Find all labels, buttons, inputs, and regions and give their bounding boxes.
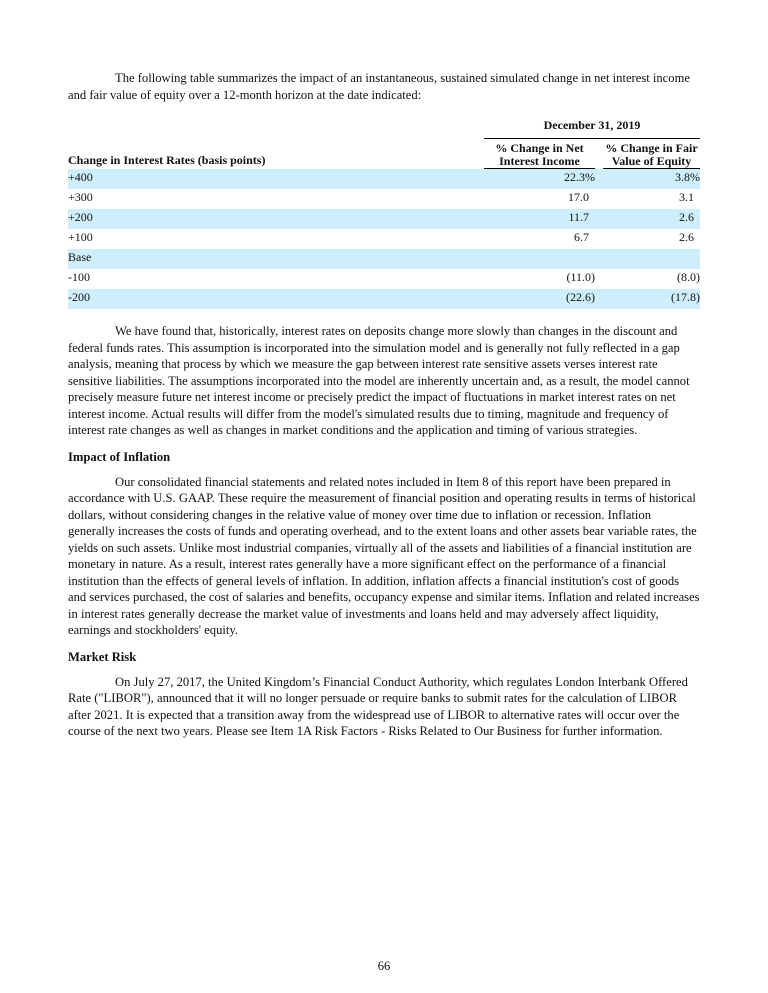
rate-label: -100 xyxy=(68,270,90,284)
rate-label: +300 xyxy=(68,190,93,204)
rate-label: -200 xyxy=(68,289,484,309)
fve-value: (8.0) xyxy=(677,270,700,284)
nii-value: 11.7 xyxy=(484,209,595,229)
row-header: Change in Interest Rates (basis points) xyxy=(68,152,266,167)
date-header: December 31, 2019 xyxy=(484,118,700,139)
col-header-nii-line1: % Change in Net xyxy=(495,141,584,155)
inflation-paragraph: Our consolidated financial statements and related notes included in Item 8 of this report have been prepared in accordance with U.S. GAAP. These require the measurement of financial position and operating results in terms of historical dollars, without considering changes in the relative value of money over time due to inflation or recession. Inflation generally increases the costs of funds and operating overhead, and to the extent loans and other assets bear variable rates, the yields on such assets. Unlike most industrial companies, virtually all of the assets and liabilities of a financial institution are monetary in nature. As a result, interest rates generally have a more significant effect on the performance of a financial institution than the effects of general levels of inflation. In addition, inflation affects a financial institution's cost of goods and services purchased, the cost of salaries and benefits, occupancy expense and similar items. Inflation and related increases in interest rates generally decrease the market value of investments and loans held and may adversely affect liquidity, earnings and stockholders' equity. xyxy=(68,474,700,637)
simulation-paragraph: We have found that, historically, interest rates on deposits change more slowly than changes in the discount and federal funds rates. This assumption is incorporated into the simulation model and is generally not fully reflected in a gap analysis, meaning that process by which we measure the gap between interest rate sensitive assets verses interest rate sensitive liabilities. The assumptions incorporated into the model are inherently uncertain and, as a result, the model cannot precisely measure future net interest income or precisely predict the impact of fluctuations in market interest rates on net interest income. Actual results will differ from the model's simulated results due to timing, magnitude and frequency of interest rate changes as well as changes in market conditions and the application and timing of various strategies. xyxy=(68,324,690,437)
col-header-fve-line1: % Change in Fair xyxy=(605,141,698,155)
nii-value: 22.3% xyxy=(484,169,595,190)
market-risk-paragraph: On July 27, 2017, the United Kingdom’s Financial Conduct Authority, which regulates London Interbank Offered Rate ("LIBOR"), announced that it will no longer persuade or require banks to submit rates for the calculation of LIBOR after 2021. It is expected that a transition away from the widespread use of LIBOR to alternative rates will occur over the course of the next two years. Please see Item 1A Risk Factors - Risks Related to Our Business for further information. xyxy=(68,674,688,738)
fve-value xyxy=(603,249,700,269)
table-row xyxy=(68,189,700,209)
table-row xyxy=(68,209,700,229)
nii-value: 17.0 xyxy=(568,190,589,204)
table-row xyxy=(68,289,700,309)
col-header-fve-line2: Value of Equity xyxy=(611,153,692,168)
table-row xyxy=(68,229,700,249)
rate-label: +400 xyxy=(68,169,484,190)
table-row xyxy=(68,169,700,190)
rate-label: +100 xyxy=(68,230,93,244)
document-page xyxy=(68,70,700,740)
rate-label: +200 xyxy=(68,209,484,229)
col-header-nii xyxy=(484,139,595,169)
nii-value: 6.7 xyxy=(574,230,589,244)
inflation-heading: Impact of Inflation xyxy=(68,449,171,464)
table-row xyxy=(68,269,700,289)
fve-value: 3.8% xyxy=(603,169,700,190)
nii-value xyxy=(484,249,595,269)
nii-value: (11.0) xyxy=(566,270,595,284)
page-number: 66 xyxy=(377,959,391,973)
col-header-nii-line2: Interest Income xyxy=(499,153,580,168)
fve-value: (17.8) xyxy=(603,289,700,309)
market-risk-heading: Market Risk xyxy=(68,649,137,664)
col-header-fve xyxy=(603,139,700,169)
nii-value: (22.6) xyxy=(484,289,595,309)
table-row xyxy=(68,249,700,269)
fve-value: 2.6 xyxy=(679,230,694,244)
rate-label: Base xyxy=(68,249,484,269)
fve-value: 2.6 xyxy=(603,209,700,229)
rate-sensitivity-table xyxy=(68,118,700,309)
fve-value: 3.1 xyxy=(679,190,694,204)
intro-paragraph: The following table summarizes the impact of an instantaneous, sustained simulated change in net interest income and fair value of equity over a 12-month horizon at the date indicated: xyxy=(68,71,690,102)
